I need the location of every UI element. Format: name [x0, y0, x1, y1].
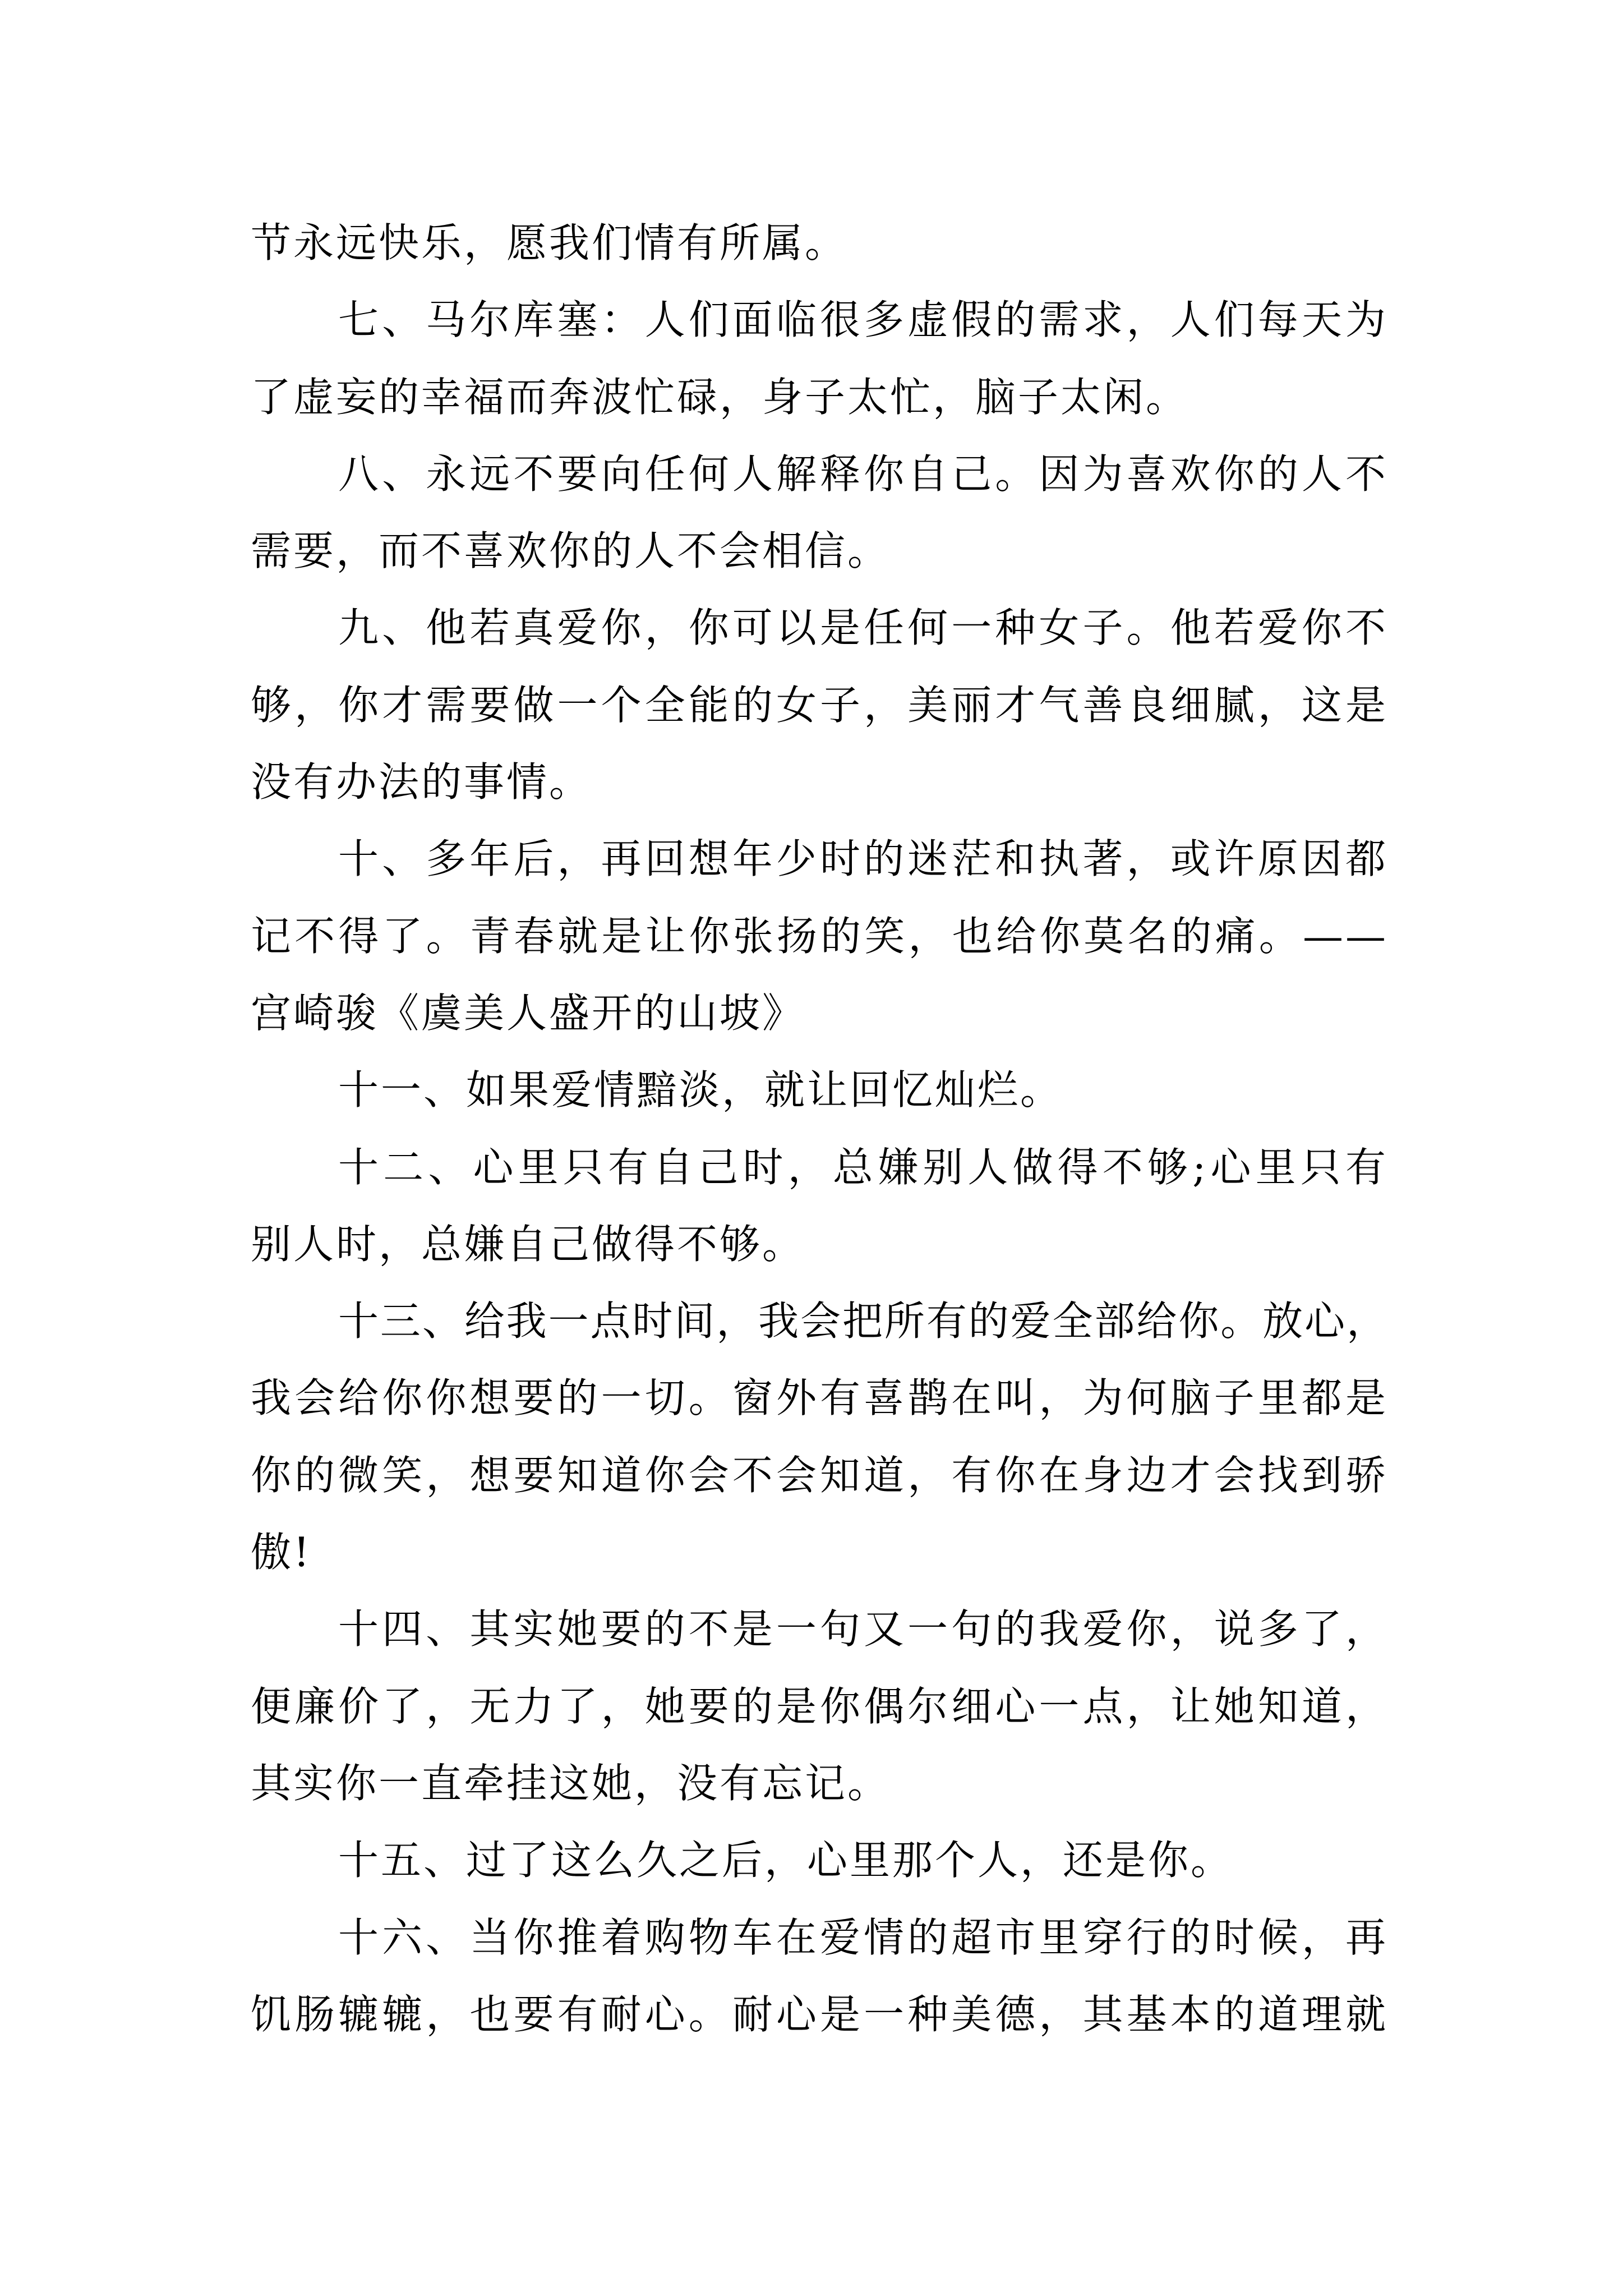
text-line: 够，你才需要做一个全能的女子，美丽才气善良细腻，这是 [251, 681, 1388, 729]
text-line: 饥肠辘辘，也要有耐心。耐心是一种美德，其基本的道理就 [251, 1990, 1388, 2038]
text-line: 十五、过了这么久之后，心里那个人，还是你。 [338, 1837, 1234, 1884]
text-line: 十六、当你推着购物车在爱情的超市里穿行的时候，再 [338, 1913, 1388, 1961]
text-line: 没有办法的事情。 [251, 758, 592, 806]
paragraph [251, 205, 1388, 282]
text-line: 宫崎骏《虞美人盛开的山坡》 [251, 989, 805, 1037]
paragraph [251, 1052, 1388, 1129]
paragraph [251, 1822, 1388, 1899]
text-line: 我会给你你想要的一切。窗外有喜鹊在叫，为何脑子里都是 [251, 1374, 1388, 1422]
paragraph [251, 1129, 1388, 1283]
paragraph [251, 1591, 1388, 1822]
text-line: 别人时，总嫌自己做得不够。 [251, 1220, 805, 1268]
text-line: 九、他若真爱你，你可以是任何一种女子。他若爱你不 [338, 604, 1388, 652]
text-line: 节永远快乐，愿我们情有所属。 [251, 219, 848, 266]
document-body [251, 205, 1388, 2053]
text-line: 了虚妄的幸福而奔波忙碌，身子太忙，脑子太闲。 [251, 373, 1189, 421]
text-line: 十、多年后，再回想年少时的迷茫和执著，或许原因都 [338, 835, 1388, 883]
text-line: 十二、心里只有自己时，总嫌别人做得不够;心里只有 [338, 1143, 1388, 1191]
text-line: 十一、如果爱情黯淡，就让回忆灿烂。 [338, 1066, 1063, 1114]
text-line: 十三、给我一点时间，我会把所有的爱全部给你。放心， [338, 1297, 1388, 1345]
text-line: 其实你一直牵挂这她，没有忘记。 [251, 1759, 891, 1807]
text-line: 需要，而不喜欢你的人不会相信。 [251, 527, 891, 575]
text-line: 记不得了。青春就是让你张扬的笑，也给你莫名的痛。—— [251, 912, 1388, 960]
text-line: 八、永远不要向任何人解释你自己。因为喜欢你的人不 [338, 450, 1388, 498]
paragraph [251, 1283, 1388, 1591]
paragraph [251, 1899, 1388, 2054]
text-line: 便廉价了，无力了，她要的是你偶尔细心一点，让她知道， [251, 1682, 1388, 1730]
text-line: 七、马尔库塞：人们面临很多虚假的需求，人们每天为 [338, 296, 1388, 344]
paragraph [251, 590, 1388, 821]
paragraph [251, 436, 1388, 590]
paragraph [251, 821, 1388, 1052]
text-line: 傲! [251, 1529, 312, 1576]
paragraph [251, 282, 1388, 436]
text-line: 你的微笑，想要知道你会不会知道，有你在身边才会找到骄 [251, 1451, 1388, 1499]
text-line: 十四、其实她要的不是一句又一句的我爱你，说多了， [338, 1605, 1388, 1653]
